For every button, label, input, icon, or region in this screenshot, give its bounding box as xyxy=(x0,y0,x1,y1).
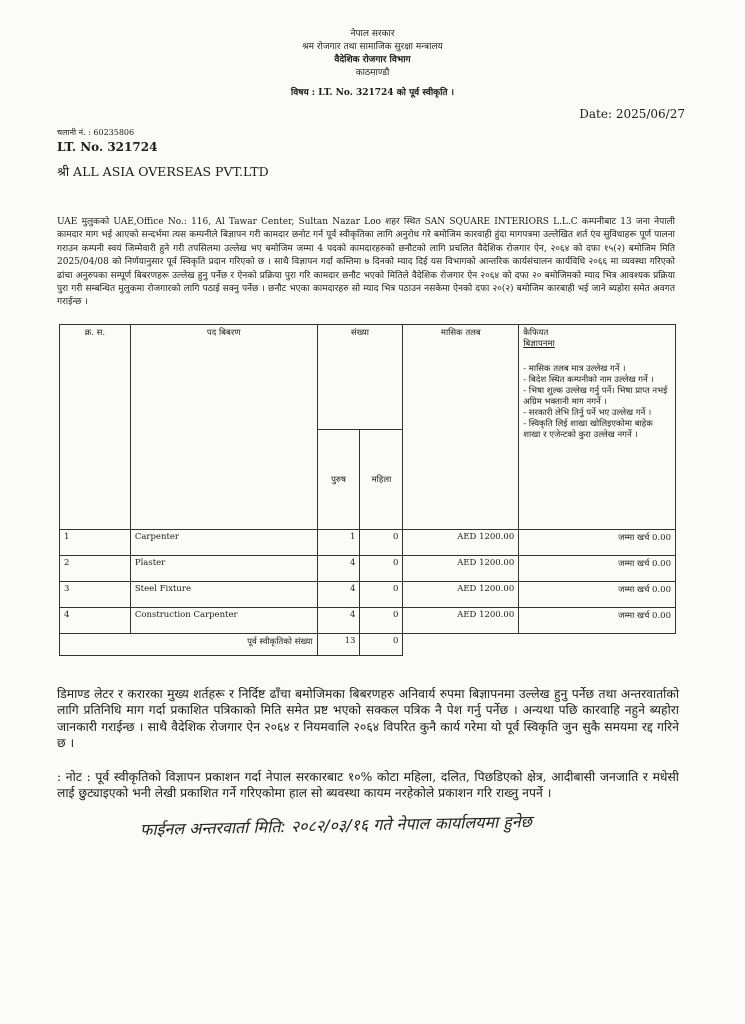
row-female: 0 xyxy=(360,608,403,634)
row-sn: 1 xyxy=(60,530,131,556)
table-row xyxy=(60,556,676,582)
table-total-row xyxy=(60,634,676,656)
recipient-company: श्री ALL ASIA OVERSEAS PVT.LTD xyxy=(57,164,269,179)
row-salary: AED 1200.00 xyxy=(403,608,519,634)
row-post: Carpenter xyxy=(130,530,317,556)
header-ministry: श्रम रोजगार तथा सामाजिक सुरक्षा मन्त्रालय xyxy=(302,42,443,52)
row-male: 1 xyxy=(317,530,360,556)
document-date: Date: 2025/06/27 xyxy=(579,107,685,121)
row-cost: जम्मा खर्च 0.00 xyxy=(519,608,676,634)
footer-note: : नोट : पूर्व स्वीकृतिको विज्ञापन प्रकाशन गर्दा नेपाल सरकारबाट १०% कोटा महिला, दलित, पिछडिएको क्षेत्र, आदीबासी जनजाति र मधेसी लाई छुट्याइएको भनी लेखी प्रकाशित गर्ने गरिएकोमा हाल सो ब्यवस्था कायम नरहेकोले प्रकाशन गरि राख्नु नपर्ने । xyxy=(57,770,679,801)
remark-item: - सरकारी लेभि तिर्नु पर्ने भए उल्लेख गर्ने । xyxy=(523,408,652,418)
row-female: 0 xyxy=(360,582,403,608)
total-male: 13 xyxy=(317,634,360,656)
remark-item: - स्विकृति लिई शाखा खोलिइएकोमा बाहेक शाखा र एजेन्टको कुरा उल्लेख नगर्ने । xyxy=(523,419,653,440)
header-count: संख्या xyxy=(317,325,403,430)
lt-number: LT. No. 321724 xyxy=(57,140,158,154)
chalani-number: चलानी नं. : 60235806 xyxy=(57,128,135,137)
footer-paragraph: डिमाण्ड लेटर र करारका मुख्य शर्तहरू र निर्दिष्ट ढाँचा बमोजिमका बिबरणहरु अनिवार्य रुपमा बिज्ञापनमा उल्लेख हुनु पर्नेछ तथा अन्तरवार्ताको लागि प्रतिनिधि माग गर्दा प्रकाशित पत्रिकाको मिति समेत प्रष्ट भएको सक्कल पत्रिक नै पेश गर्नु पर्नेछ । अन्यथा पछि कारवाहि नहुने ब्यहोरा जानकारी गराईन्छ । साथै वैदेशिक रोजगार ऐन २०६४ र नियमवालि २०६४ विपरित कुनै कार्य गरेमा यो पूर्व स्विकृति जुन सुकै समयमा रद्द गरिने छ । xyxy=(57,687,679,751)
total-label: पूर्व स्वीकृतिको संख्या xyxy=(60,634,318,656)
body-paragraph: UAE मुलुकको UAE,Office No.: 116, Al Tawar Center, Sultan Nazar Loo शहर स्थित SAN SQUARE INTERIORS L.L.C कम्पनीबाट 13 जना नेपाली कामदार माग भई आएको सन्दर्भमा त्यस कम्पनीले बिज्ञापन गरी कामदार छनोट गर्न पूर्व स्वीकृतिका लागि अनुरोध गरे बमोजिम कारवाही हुंदा मागपत्रमा उल्लेखित शर्त एंव सुविधाहरू पूर्ण पालना गराउन कम्पनी स्वयं जिम्मेवारी हुने गरी तपसिलमा उल्लेख भए बमोजिम जम्मा 4 पदको कामदारहरुको छनौटको लागि प्रचलित वैदेशिक रोजगार ऐन, २०६४ को दफा १५(२) बमोजिम मिति 2025/04/08 को निर्णयानुसार पूर्व स्विकृति प्रदान गरिएको छ । साथै विज्ञापन गर्दा कम्तिमा ७ दिनको म्याद दिई यस विभागको आन्तरिक कार्यसंचालन कार्यविधि २०६६ मा व्यवस्था गरिएको ढांचा अनुरुपका सम्पूर्ण बिबरणहरू उल्लेख हुनु पर्नेछ र ऐनको प्रक्रिया पुरा गरि कामदार छनौट भएको मितिले वैदेशिक रोजगार ऐन २०६४ को दफा २० बमोजिमको म्याद भित्र आवश्यक प्रक्रिया पुरा गरी सम्बन्धित मुलुकमा रोजगारको लागि पठाई सक्नु पर्नेछ । छनौट भएका कामदारहरु सो म्याद भित्र पठाउन नसकेमा ऐनको दफा २०(२) बमोजिम कारबाही भई जाने ब्यहोरा समेत अवगत गराईन्छ । xyxy=(57,217,675,308)
row-sn: 4 xyxy=(60,608,131,634)
header-male: पुरुष xyxy=(317,430,360,530)
row-post: Plaster xyxy=(130,556,317,582)
row-salary: AED 1200.00 xyxy=(403,582,519,608)
table-header-row xyxy=(60,325,676,430)
header-female: महिला xyxy=(360,430,403,530)
header-sn: क्र. स. xyxy=(60,325,131,530)
table-row xyxy=(60,608,676,634)
table-row xyxy=(60,582,676,608)
header-post: पद बिबरण xyxy=(130,325,317,530)
total-empty xyxy=(403,634,676,656)
row-female: 0 xyxy=(360,556,403,582)
remark-item: - बिदेश स्थित कम्पनीको नाम उल्लेख गर्ने । xyxy=(523,375,654,385)
approval-table xyxy=(59,324,676,656)
header-department: वैदेशिक रोजगार विभाग xyxy=(334,55,411,65)
row-male: 4 xyxy=(317,608,360,634)
row-female: 0 xyxy=(360,530,403,556)
header-remarks xyxy=(519,325,676,530)
row-salary: AED 1200.00 xyxy=(403,530,519,556)
row-sn: 3 xyxy=(60,582,131,608)
row-male: 4 xyxy=(317,556,360,582)
row-salary: AED 1200.00 xyxy=(403,556,519,582)
handwritten-note: फाईनल अन्तरवार्ता मिति: २०८२/०३/१६ गते नेपाल कार्यालयमा हुनेछ xyxy=(139,811,533,840)
total-female: 0 xyxy=(360,634,403,656)
row-sn: 2 xyxy=(60,556,131,582)
remarks-subtitle: बिज्ञापनमा xyxy=(523,339,555,349)
row-post: Construction Carpenter xyxy=(130,608,317,634)
header-line-1: नेपाल सरकार xyxy=(350,29,395,39)
header-salary: मासिक तलब xyxy=(403,325,519,530)
row-male: 4 xyxy=(317,582,360,608)
table-row xyxy=(60,530,676,556)
row-cost: जम्मा खर्च 0.00 xyxy=(519,556,676,582)
subject-line: विषय : LT. No. 321724 को पूर्व स्वीकृति । xyxy=(290,88,455,98)
row-cost: जम्मा खर्च 0.00 xyxy=(519,530,676,556)
header-city: काठमाण्डौ xyxy=(355,68,390,78)
row-cost: जम्मा खर्च 0.00 xyxy=(519,582,676,608)
remark-item: - मासिक तलब मात्र उल्लेख गर्ने । xyxy=(523,364,626,374)
remark-item: - भिषा शुल्क उल्लेख गर्नु पर्ने। भिषा प्राप्त नभई अग्रिम भक्तानी माग नगर्ने । xyxy=(523,386,668,407)
remarks-title: कैफियत xyxy=(523,328,549,338)
row-post: Steel Fixture xyxy=(130,582,317,608)
